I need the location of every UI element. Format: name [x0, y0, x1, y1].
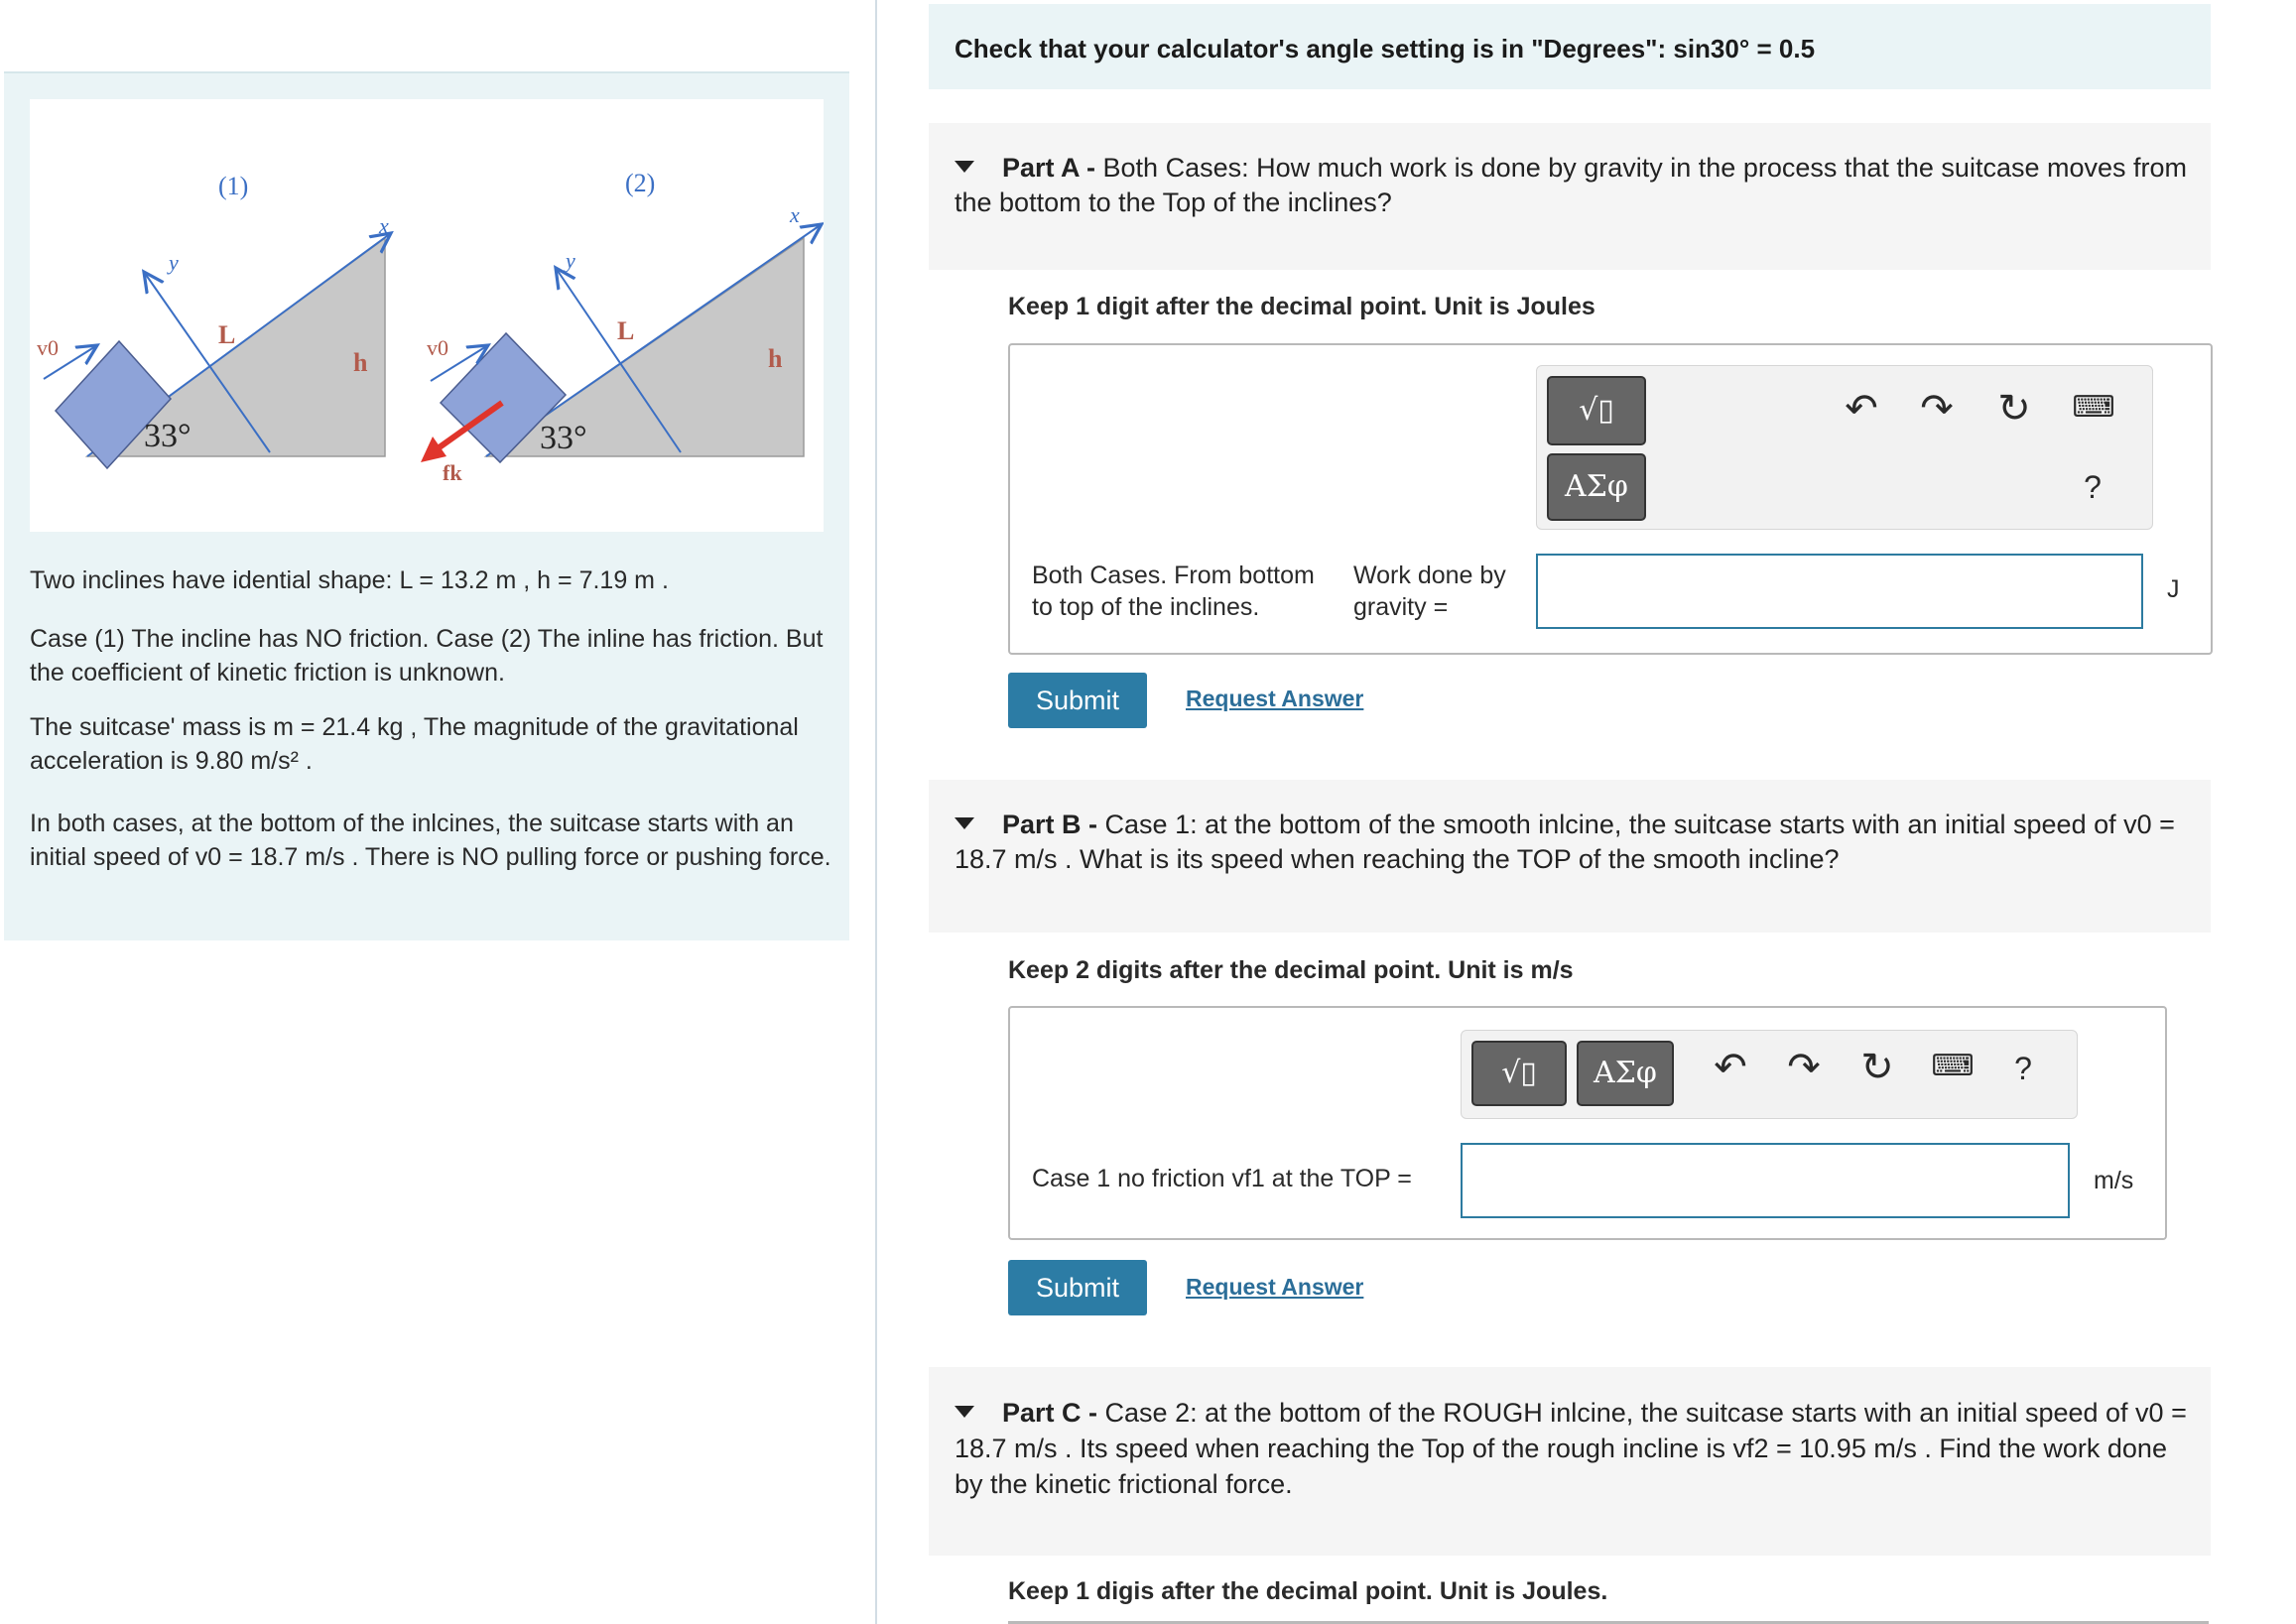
problem-cases: Case (1) The incline has NO friction. Case (2) The inline has friction. But the coefficient of kinetic friction is unknown.	[30, 625, 824, 687]
problem-mass: The suitcase' mass is m = 21.4 kg , The magnitude of the gravitational acceleration is 9.80 m/s² .	[30, 713, 799, 775]
part-a-submit-button[interactable]: Submit	[1008, 673, 1147, 728]
part-b-title: Part B -	[1002, 810, 1098, 839]
part-b-label: Case 1 no friction vf1 at the TOP =	[1032, 1165, 1412, 1192]
help-icon[interactable]: ?	[2084, 469, 2102, 505]
calculator-note	[929, 4, 2211, 89]
angle-label-1: 33°	[144, 418, 191, 454]
part-b-instruction: Keep 2 digits after the decimal point. Unit is m/s	[1008, 956, 1574, 984]
math-toolbar-b	[1461, 1030, 2078, 1119]
part-a-answer-input[interactable]	[1536, 554, 2143, 629]
greek-symbols-button[interactable]: AΣφ	[1577, 1041, 1674, 1106]
templates-button[interactable]: √▯	[1547, 376, 1646, 445]
redo-icon[interactable]: ↷	[1920, 387, 1954, 431]
L-label-2: L	[617, 316, 635, 345]
L-label-1: L	[218, 320, 236, 349]
collapse-triangle-icon[interactable]	[955, 161, 974, 173]
part-c-question	[955, 1395, 2195, 1502]
part-a-label-right: Work done by gravity =	[1353, 562, 1506, 621]
part-c-instruction: Keep 1 digis after the decimal point. Unit is Joules.	[1008, 1577, 1608, 1605]
fig1-label: (1)	[218, 172, 249, 200]
incline-diagram	[30, 99, 824, 532]
y-label-1: y	[169, 250, 179, 275]
collapse-triangle-icon[interactable]	[955, 1406, 974, 1418]
calculator-note-text: Check that your calculator's angle setting is in "Degrees": sin30° = 0.5	[955, 34, 1816, 63]
reset-icon[interactable]: ↻	[1997, 387, 2031, 431]
part-a-title: Part A -	[1002, 153, 1096, 183]
part-a-request-answer-link[interactable]: Request Answer	[1186, 686, 1364, 711]
part-c-header[interactable]	[929, 1367, 2211, 1556]
redo-icon[interactable]: ↷	[1787, 1046, 1821, 1089]
part-a-answer-area	[1008, 343, 2213, 655]
undo-icon[interactable]: ↶	[1714, 1046, 1747, 1089]
part-b-answer-area	[1008, 1006, 2167, 1240]
y-label-2: y	[566, 248, 575, 273]
column-divider	[875, 0, 877, 1624]
greek-symbols-button[interactable]: AΣφ	[1547, 453, 1646, 521]
part-b-unit: m/s	[2094, 1167, 2134, 1194]
v0-label-1: v0	[37, 335, 59, 360]
part-c-question-text: Case 2: at the bottom of the ROUGH inlcine, the suitcase starts with an initial speed of v0 = 18.7 m/s . Its speed when reaching the Top of the rough incline is vf2 = 10.95 m/s . Find the work done by the kinetic frictional force.	[955, 1398, 2187, 1499]
part-b-request-answer-link[interactable]: Request Answer	[1186, 1274, 1364, 1300]
problem-dimensions: Two inclines have idential shape: L = 13.2 m , h = 7.19 m .	[30, 566, 669, 594]
fig2-label: (2)	[625, 169, 656, 197]
friction-arrowhead	[421, 437, 446, 462]
math-toolbar-a	[1536, 365, 2153, 530]
reset-icon[interactable]: ↻	[1860, 1046, 1894, 1089]
part-b-submit-button[interactable]: Submit	[1008, 1260, 1147, 1315]
part-b-answer-input[interactable]	[1461, 1143, 2070, 1218]
part-a-question-text: Both Cases: How much work is done by gravity in the process that the suitcase moves from the bottom to the Top of the inclines?	[955, 153, 2188, 217]
part-b-question	[955, 808, 2195, 877]
part-a-label-left: Both Cases. From bottom to top of the inclines.	[1032, 562, 1315, 621]
part-a-question	[955, 151, 2195, 220]
problem-initial-speed: In both cases, at the bottom of the inlcines, the suitcase starts with an initial speed of v0 = 18.7 m/s . There is NO pulling force or pushing force.	[30, 810, 831, 871]
part-a-header[interactable]	[929, 123, 2211, 270]
help-icon[interactable]: ?	[2014, 1051, 2032, 1086]
part-a-unit: J	[2167, 575, 2180, 603]
v0-label-2: v0	[427, 335, 448, 360]
part-b-question-text: Case 1: at the bottom of the smooth inlcine, the suitcase starts with an initial speed of v0 = 18.7 m/s . What is its speed when reaching the TOP of the smooth incline?	[955, 810, 2175, 874]
h-label-1: h	[353, 348, 368, 377]
incline-figure	[30, 99, 824, 532]
keyboard-icon[interactable]: ⌨	[1931, 1050, 1975, 1082]
templates-button[interactable]: √▯	[1471, 1041, 1567, 1106]
angle-label-2: 33°	[540, 420, 587, 456]
h-label-2: h	[768, 344, 783, 373]
x-label-2: x	[790, 202, 800, 227]
part-c-title: Part C -	[1002, 1398, 1098, 1428]
keyboard-icon[interactable]: ⌨	[2072, 391, 2115, 424]
collapse-triangle-icon[interactable]	[955, 817, 974, 829]
undo-icon[interactable]: ↶	[1845, 387, 1878, 431]
fk-label: fk	[443, 460, 462, 485]
part-a-instruction: Keep 1 digit after the decimal point. Unit is Joules	[1008, 293, 1595, 320]
part-b-header[interactable]	[929, 780, 2211, 933]
x-label-1: x	[379, 213, 389, 238]
